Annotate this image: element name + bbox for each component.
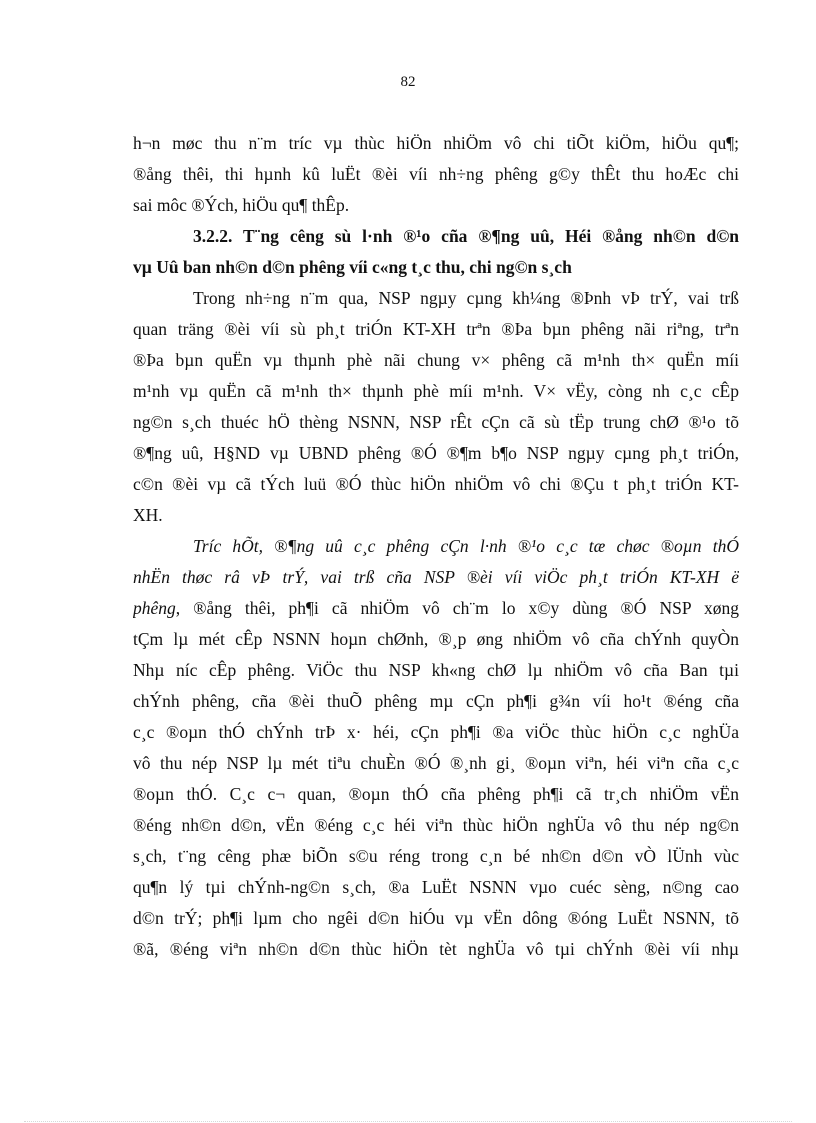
page-number: 82 [400, 74, 416, 90]
text-line: ®oµn thÓ. C¸c c¬ quan, ®oµn thÓ cña phêng ph¶i cã tr¸ch nhiÖm vËn [133, 784, 739, 804]
text-line: s¸ch, t¨ng cêng phæ biÕn s©u réng trong c¸n bé nh©n d©n vÒ lÜnh vùc [133, 846, 739, 866]
section-heading: 3.2.2. T¨ng cêng sù l·nh ®¹o cña ®¶ng uû, Héi ®ång nh©n d©n [193, 226, 739, 246]
text-line: ng©n s¸ch thuéc hÖ thèng NSNN, NSP rÊt cÇn cã sù tËp trung chØ ®¹o tõ [133, 412, 739, 432]
text-line: tÇm lµ mét cÊp NSNN hoµn chØnh, ®¸p øng nhiÖm vô cña chÝnh quyÒn [133, 629, 739, 649]
text-line: XH. [133, 505, 163, 525]
text-line: qu¶n lý tµi chÝnh-ng©n s¸ch, ®a LuËt NSNN vµo cuéc sèng, n©ng cao [133, 877, 739, 897]
section-heading-continued: vµ Uû ban nh©n d©n phêng víi c«ng t¸c thu, chi ng©n s¸ch [133, 257, 572, 277]
text-line: ®ång thêi, thi hµnh kû luËt ®èi víi nh÷ng phêng g©y thÊt thu hoÆc chi [133, 164, 739, 184]
text-line: c©n ®èi vµ cã tÝch luü ®Ó thùc hiÖn nhiÖm vô chi ®Çu t ph¸t triÓn KT- [133, 474, 739, 494]
text-line: sai môc ®Ých, hiÖu qu¶ thÊp. [133, 195, 350, 215]
text-line: ®Þa bµn quËn vµ thµnh phè nãi chung v× phêng cã m¹nh th× quËn míi [133, 350, 739, 370]
text-line: d©n trÝ; ph¶i lµm cho ngêi d©n hiÓu vµ vËn dông ®óng LuËt NSNN, tõ [133, 908, 739, 928]
text-line: nhËn thøc râ vÞ trÝ, vai trß cña NSP ®èi víi viÖc ph¸t triÓn KT-XH ë [133, 567, 739, 587]
text-line: quan träng ®èi víi sù ph¸t triÓn KT-XH trªn ®Þa bµn phêng nãi riªng, trªn [133, 319, 739, 339]
text-line: ®éng nh©n d©n, vËn ®éng c¸c héi viªn thùc hiÖn nghÜa vô thu nép ng©n [133, 815, 739, 835]
text-line: h¬n møc thu n¨m tríc vµ thùc hiÖn nhiÖm vô chi tiÕt kiÖm, hiÖu qu¶; [133, 133, 739, 153]
text-line: vô thu nép NSP lµ mét tiªu chuÈn ®Ó ®¸nh gi¸ ®oµn viªn, héi viªn cña c¸c [133, 753, 739, 773]
text-line: m¹nh vµ quËn cã m¹nh th× thµnh phè míi m¹nh. V× vËy, còng nh c¸c cÊp [133, 381, 739, 401]
document-body [133, 128, 739, 965]
text-line: Trong nh÷ng n¨m qua, NSP ngµy cµng kh¼ng ®Þnh vÞ trÝ, vai trß [193, 288, 739, 308]
text-line: Nhµ níc cÊp phêng. ViÖc thu NSP kh«ng chØ lµ nhiÖm vô cña Ban tµi [133, 660, 739, 680]
text-line: chÝnh phêng, cña ®èi thuÕ phêng mµ cÇn ph¶i g¾n víi ho¹t ®éng cña [133, 691, 739, 711]
text-line: ®¶ng uû, H§ND vµ UBND phêng ®Ó ®¶m b¶o NSP ngµy cµng ph¸t triÓn, [133, 443, 739, 463]
text-line: ®ã, ®éng viªn nh©n d©n thùc hiÖn tèt nghÜa vô tµi chÝnh ®èi víi nhµ [133, 939, 739, 959]
text-line: Tríc hÕt, ®¶ng uû c¸c phêng cÇn l·nh ®¹o c¸c tæ chøc ®oµn thÓ [193, 536, 739, 556]
text-line: c¸c ®oµn thÓ chÝnh trÞ x· héi, cÇn ph¶i ®a viÖc thùc hiÖn c¸c nghÜa [133, 722, 739, 742]
page-bottom-divider [24, 1121, 792, 1122]
text-line: phêng, ®ång thêi, ph¶i cã nhiÖm vô ch¨m lo x©y dùng ®Ó NSP xøng [133, 598, 739, 618]
